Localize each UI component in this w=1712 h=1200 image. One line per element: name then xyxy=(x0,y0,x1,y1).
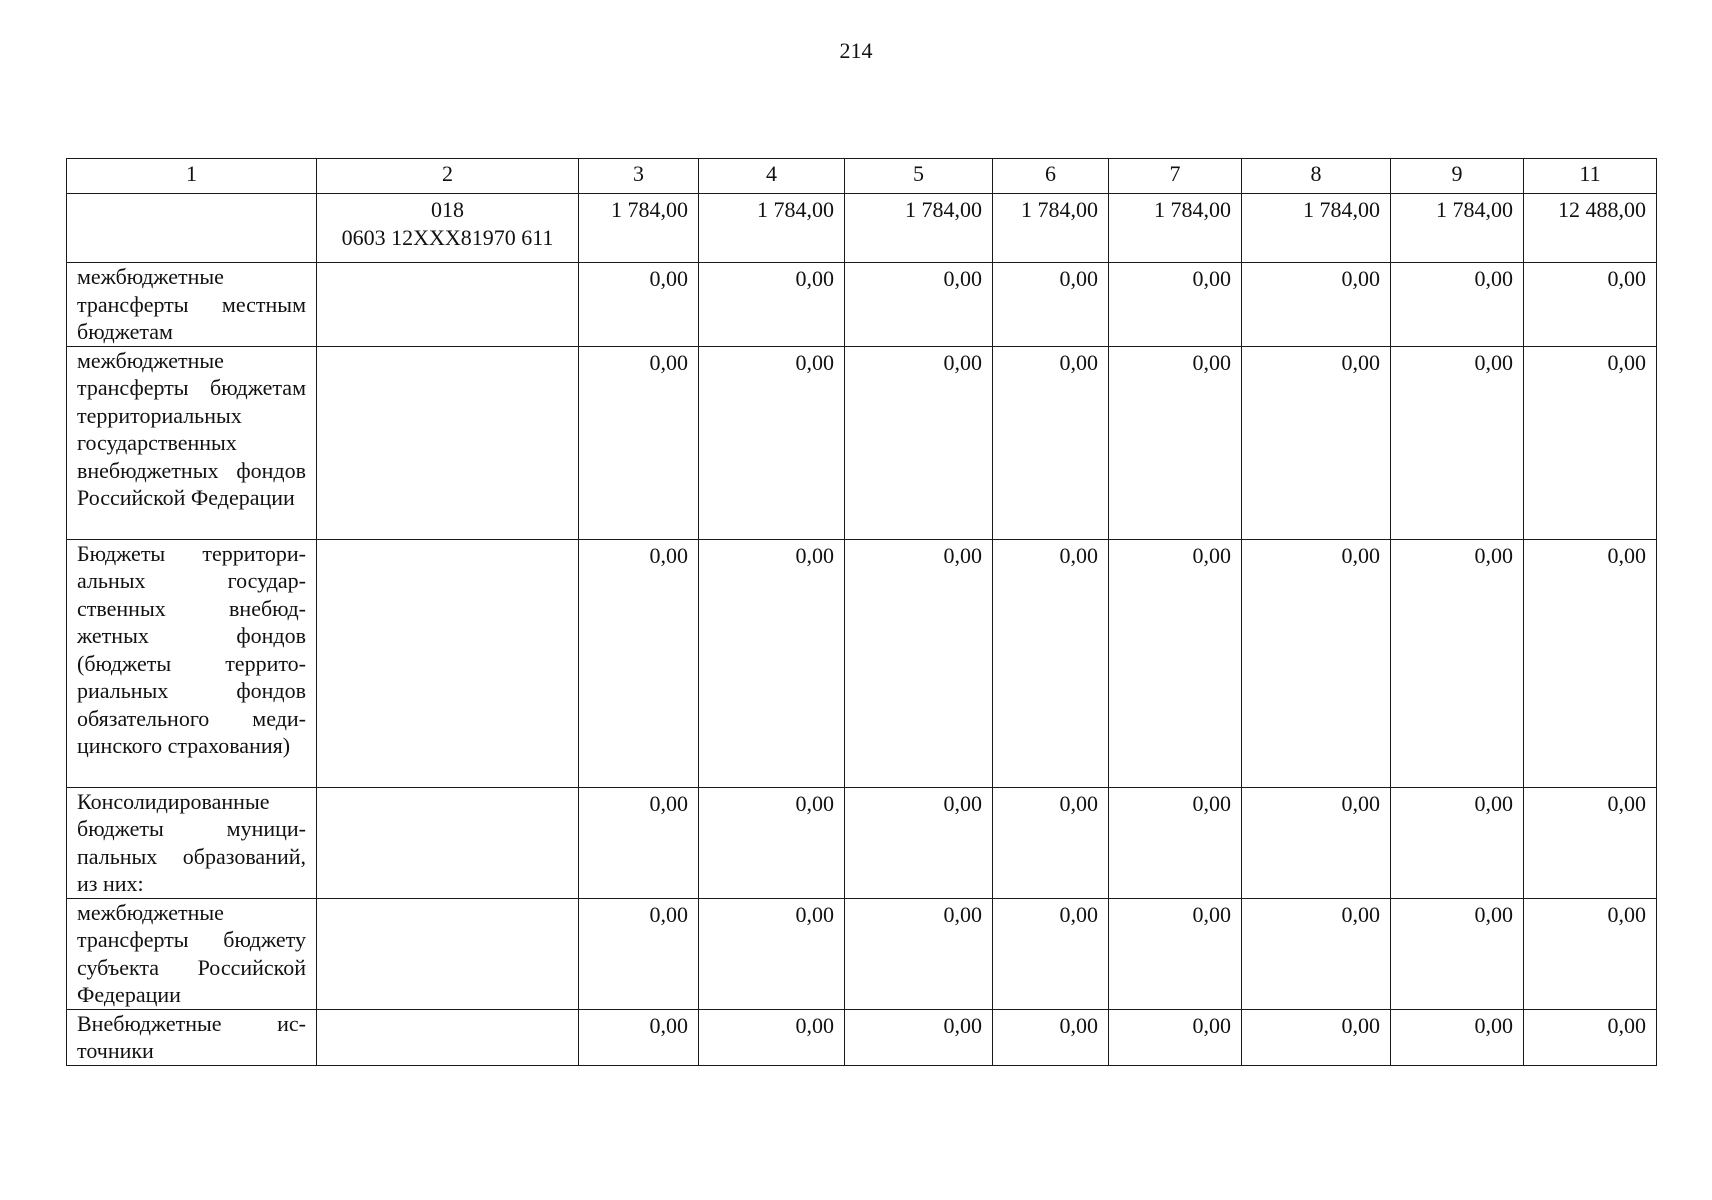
budget-code xyxy=(317,898,579,1009)
value-cell: 0,00 xyxy=(699,539,845,787)
value-cell: 1 784,00 xyxy=(699,194,845,263)
value-cell: 0,00 xyxy=(1391,898,1524,1009)
value-cell: 0,00 xyxy=(845,263,993,347)
value-cell: 0,00 xyxy=(1109,539,1242,787)
value-cell: 0,00 xyxy=(993,787,1109,898)
column-header: 11 xyxy=(1524,159,1657,194)
column-header: 9 xyxy=(1391,159,1524,194)
value-cell: 0,00 xyxy=(1391,539,1524,787)
value-cell: 0,00 xyxy=(845,1009,993,1065)
value-cell: 0,00 xyxy=(1524,1009,1657,1065)
value-cell: 0,00 xyxy=(1242,346,1391,539)
table-row xyxy=(67,898,1657,1009)
value-cell: 1 784,00 xyxy=(1242,194,1391,263)
value-cell: 1 784,00 xyxy=(993,194,1109,263)
row-label: межбюджетные трансферты местным бюджетам xyxy=(67,263,317,347)
value-cell: 0,00 xyxy=(1242,539,1391,787)
budget-code xyxy=(317,346,579,539)
value-cell: 0,00 xyxy=(993,1009,1109,1065)
value-cell: 0,00 xyxy=(699,263,845,347)
value-cell: 0,00 xyxy=(845,787,993,898)
row-label xyxy=(67,194,317,263)
value-cell: 0,00 xyxy=(1109,346,1242,539)
budget-code xyxy=(317,539,579,787)
value-cell: 0,00 xyxy=(1391,263,1524,347)
column-header: 1 xyxy=(67,159,317,194)
value-cell: 0,00 xyxy=(1391,787,1524,898)
code-line: 018 xyxy=(431,197,464,222)
value-cell: 0,00 xyxy=(1109,787,1242,898)
table-row xyxy=(67,787,1657,898)
value-cell: 0,00 xyxy=(1524,346,1657,539)
column-number-row xyxy=(67,159,1657,194)
value-cell: 0,00 xyxy=(993,346,1109,539)
value-cell: 0,00 xyxy=(579,346,699,539)
value-cell: 0,00 xyxy=(845,898,993,1009)
column-header: 6 xyxy=(993,159,1109,194)
value-cell: 0,00 xyxy=(579,898,699,1009)
budget-table xyxy=(66,158,1657,1066)
value-cell: 1 784,00 xyxy=(1391,194,1524,263)
column-header: 7 xyxy=(1109,159,1242,194)
table-row xyxy=(67,194,1657,263)
value-cell: 0,00 xyxy=(993,263,1109,347)
value-cell: 0,00 xyxy=(1391,1009,1524,1065)
value-cell: 0,00 xyxy=(699,1009,845,1065)
column-header: 5 xyxy=(845,159,993,194)
value-cell: 0,00 xyxy=(845,346,993,539)
value-cell: 0,00 xyxy=(1242,787,1391,898)
budget-code xyxy=(317,263,579,347)
row-label: межбюджетные трансферты бюджетам территориальных государственных внебюджетных фондов Российской Федерации xyxy=(67,346,317,539)
budget-code xyxy=(317,787,579,898)
table-row xyxy=(67,539,1657,787)
value-cell: 0,00 xyxy=(699,898,845,1009)
value-cell: 1 784,00 xyxy=(1109,194,1242,263)
value-cell: 12 488,00 xyxy=(1524,194,1657,263)
row-label: межбюджетные трансферты бюджету субъекта Российской Федерации xyxy=(67,898,317,1009)
value-cell: 0,00 xyxy=(1242,263,1391,347)
value-cell: 0,00 xyxy=(1391,346,1524,539)
row-label: Бюджеты территориальных государственных внебюджетных фондов (бюджеты территориальных фондов обязательного медицинского страхования) xyxy=(67,539,317,787)
row-label: Консолидированные бюджеты муниципальных образований, из них: xyxy=(67,787,317,898)
budget-code xyxy=(317,1009,579,1065)
column-header: 2 xyxy=(317,159,579,194)
value-cell: 0,00 xyxy=(579,787,699,898)
value-cell: 0,00 xyxy=(993,539,1109,787)
value-cell: 0,00 xyxy=(1242,1009,1391,1065)
column-header: 3 xyxy=(579,159,699,194)
value-cell: 0,00 xyxy=(1109,263,1242,347)
budget-code xyxy=(317,194,579,263)
value-cell: 0,00 xyxy=(1109,1009,1242,1065)
page-number: 214 xyxy=(839,38,873,63)
value-cell: 0,00 xyxy=(1524,263,1657,347)
value-cell: 0,00 xyxy=(1524,898,1657,1009)
code-line: 0603 12ХХХ81970 611 xyxy=(341,224,554,250)
value-cell: 0,00 xyxy=(699,787,845,898)
table-row xyxy=(67,263,1657,347)
table-row xyxy=(67,1009,1657,1065)
column-header: 4 xyxy=(699,159,845,194)
value-cell: 0,00 xyxy=(1242,898,1391,1009)
value-cell: 0,00 xyxy=(1524,787,1657,898)
value-cell: 0,00 xyxy=(845,539,993,787)
value-cell: 0,00 xyxy=(1524,539,1657,787)
value-cell: 0,00 xyxy=(579,539,699,787)
value-cell: 0,00 xyxy=(579,263,699,347)
value-cell: 0,00 xyxy=(1109,898,1242,1009)
value-cell: 1 784,00 xyxy=(579,194,699,263)
value-cell: 0,00 xyxy=(579,1009,699,1065)
row-label: Внебюджетные источники xyxy=(67,1009,317,1065)
value-cell: 0,00 xyxy=(699,346,845,539)
column-header: 8 xyxy=(1242,159,1391,194)
table-row xyxy=(67,346,1657,539)
value-cell: 0,00 xyxy=(993,898,1109,1009)
value-cell: 1 784,00 xyxy=(845,194,993,263)
